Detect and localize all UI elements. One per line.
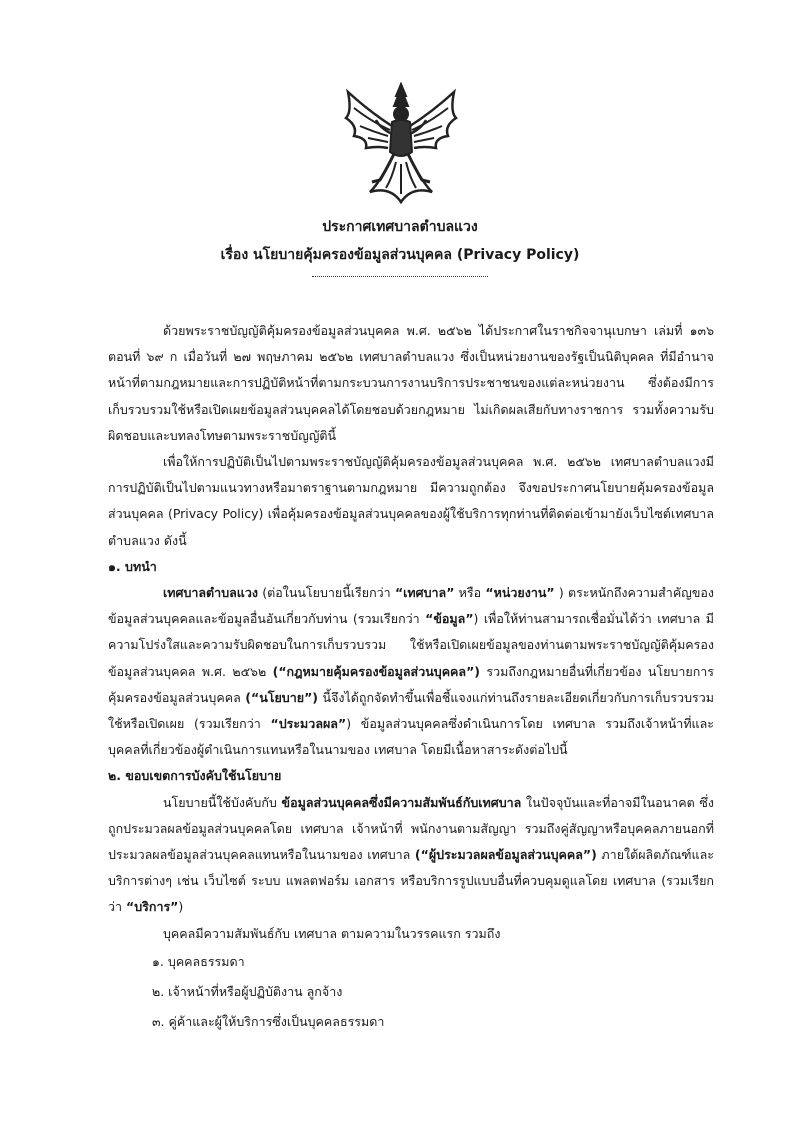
list-item: ๑. บุคคลธรรมดา: [152, 953, 245, 969]
person-type-list: [108, 947, 714, 1037]
intro-paragraph: ด้วยพระราชบัญญัติคุ้มครองข้อมูลส่วนบุคคล พ.ศ. ๒๕๖๒ ได้ประกาศในราชกิจจานุเบกษา เล่มที่ ๑๓๖ ตอนที่ ๖๙ ก เมื่อวันที่ ๒๗ พฤษภาคม ๒๕๖๒ เทศบาลตำบลแวง ซึ่งเป็นหน่วยงานของรัฐเป็นนิติบุคคล ที่มีอำนาจหน้าที่ตามกฎหมายและการปฏิบัติหน้าที่ตามกระบวนการงานบริการประชาชนของแต่ละหน่วยงาน ซึ่งต้องมีการเก็บรวบรวมใช้หรือเปิดเผยข้อมูลส่วนบุคคลได้โดยชอบด้วยกฎหมาย ไม่เกิดผลเสียกับทางราชการ รวมทั้งความรับผิดชอบและบทลงโทษตามพระราชบัญญัตินี้: [108, 323, 714, 443]
announcement-title: ประกาศเทศบาลตำบลแวง: [322, 219, 478, 235]
purpose-paragraph: เพื่อให้การปฏิบัติเป็นไปตามพระราชบัญญัติคุ้มครองข้อมูลส่วนบุคคล พ.ศ. ๒๕๖๒ เทศบาลตำบลแวงมีการปฏิบัติเป็นไปตามแนวทางหรือมาตราฐานตามกฎหมาย มีความถูกต้อง จึงขอประกาศนโยบายคุ้มครองข้อมูลส่วนบุคคล (Privacy Policy) เพื่อคุ้มครองข้อมูลส่วนบุคคลของผู้ใช้บริการทุกท่านที่ติดต่อเข้ามายังเว็บไซต์เทศบาลตำบลแวง ดังนี้: [108, 454, 714, 548]
section-2-paragraph: นโยบายนี้ใช้บังคับกับ ข้อมูลส่วนบุคคลซึ่งมีความสัมพันธ์กับเทศบาล ในปัจจุบันและที่อาจมีในอนาคต ซึ่งถูกประมวลผลข้อมูลส่วนบุคคลโดย เทศบาล เจ้าหน้าที่ พนักงานตามสัญญา รวมถึงคู่สัญญาหรือบุคคลภายนอกที่ประมวลผลข้อมูลส่วนบุคคลแทนหรือในนามของ เทศบาล (“ผู้ประมวลผลข้อมูลส่วนบุคคล”) ภายใต้ผลิตภัณฑ์และบริการต่างๆ เช่น เว็บไซต์ ระบบ แพลตฟอร์ม เอกสาร หรือบริการรูปแบบอื่นที่ควบคุมดูแลโดย เทศบาล (รวมเรียกว่า “บริการ”): [108, 794, 714, 915]
section-1-heading: ๑. บทนำ: [108, 558, 157, 574]
section-2-scope-paragraph: บุคคลมีความสัมพันธ์กับ เทศบาล ตามความในวรรคแรก รวมถึง: [163, 925, 501, 941]
list-item: ๓. คู่ค้าและผู้ให้บริการซึ่งเป็นบุคคลธรรมดา: [152, 1013, 385, 1029]
garuda-emblem-icon: [340, 82, 462, 207]
dotted-divider: [312, 276, 488, 277]
announcement-subject: เรื่อง นโยบายคุ้มครองข้อมูลส่วนบุคคล (Privacy Policy): [220, 247, 580, 263]
section-1-paragraph: เทศบาลตำบลแวง (ต่อในนโยบายนี้เรียกว่า “เทศบาล” หรือ “หน่วยงาน” ) ตระหนักถึงความสำคัญของข้อมูลส่วนบุคคลและข้อมูลอื่นอันเกี่ยวกับท่าน (รวมเรียกว่า “ข้อมูล”) เพื่อให้ท่านสามารถเชื่อมั่นได้ว่า เทศบาล มีความโปร่งใสและความรับผิดชอบในการเก็บรวบรวม ใช้หรือเปิดเผยข้อมูลของท่านตามพระราชบัญญัติคุ้มครองข้อมูลส่วนบุคคล พ.ศ. ๒๕๖๒ (“กฎหมายคุ้มครองข้อมูลส่วนบุคคล”) รวมถึงกฎหมายอื่นที่เกี่ยวข้อง นโยบายการคุ้มครองข้อมูลส่วนบุคคล (“นโยบาย”) นี้จึงได้ถูกจัดทำขึ้นเพื่อชี้แจงแก่ท่านถึงรายละเอียดเกี่ยวกับการเก็บรวบรวม ใช้หรือเปิดเผย (รวมเรียกว่า “ประมวลผล”) ข้อมูลส่วนบุคคลซึ่งดำเนินการโดย เทศบาล รวมถึงเจ้าหน้าที่และบุคคลที่เกี่ยวข้องผู้ดำเนินการแทนหรือในนามของ เทศบาล โดยมีเนื้อหาสาระดังต่อไปนี้: [108, 585, 714, 758]
list-item: ๒. เจ้าหน้าที่หรือผู้ปฏิบัติงาน ลูกจ้าง: [152, 983, 343, 999]
document-body: [108, 318, 714, 1037]
section-2-heading: ๒. ขอบเขตการบังคับใช้นโยบาย: [108, 768, 282, 784]
